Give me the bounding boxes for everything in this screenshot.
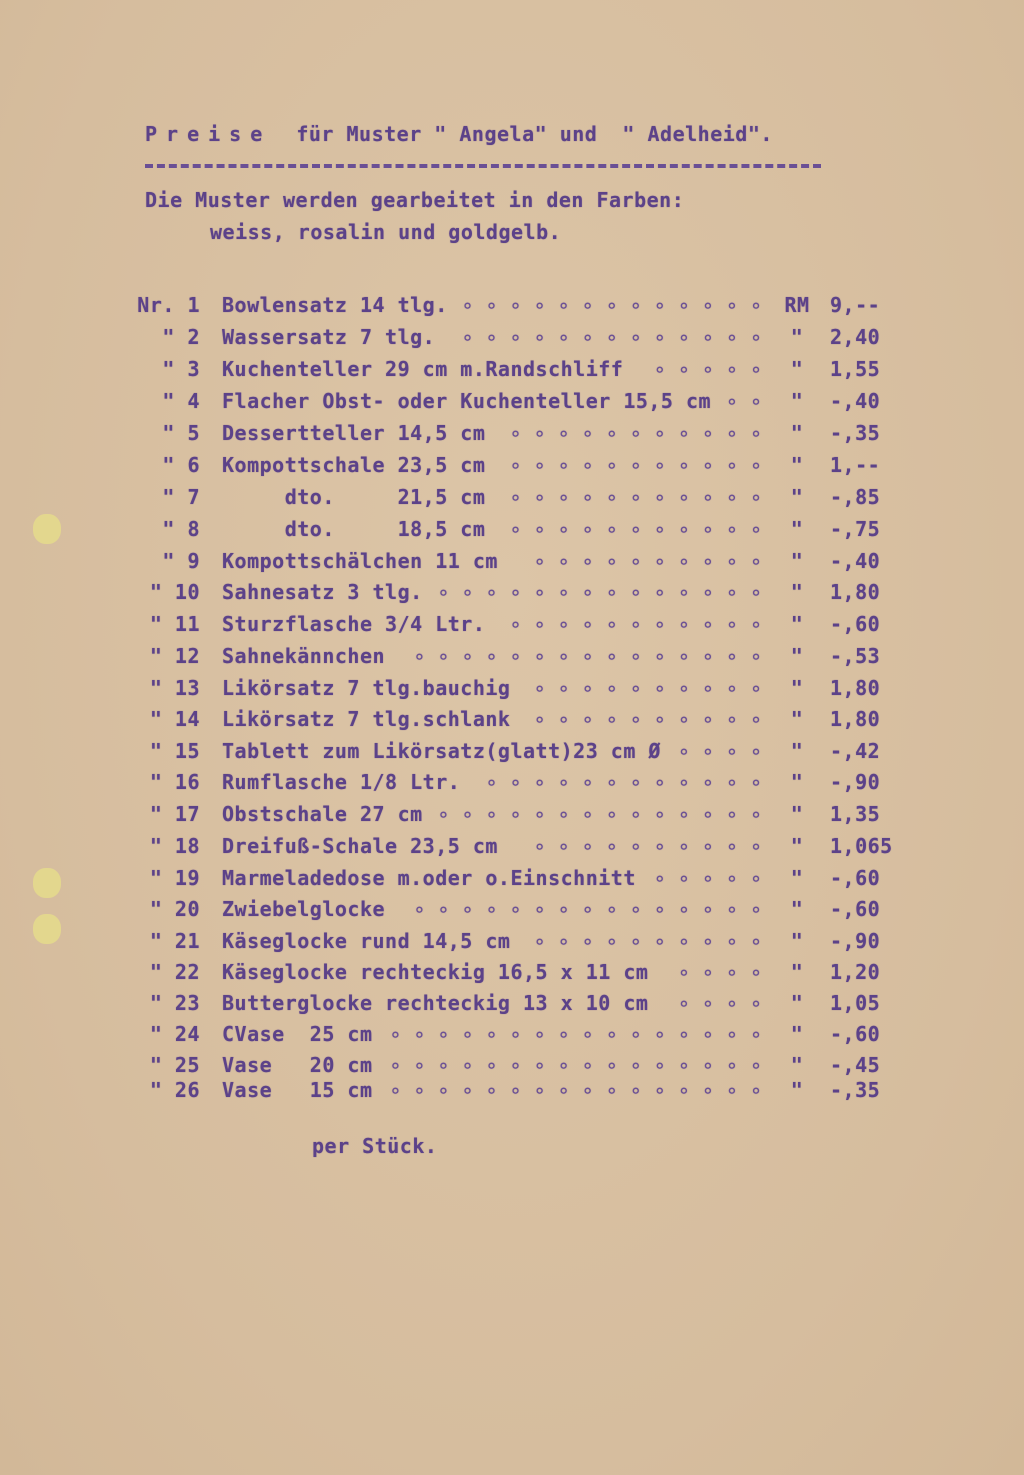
item-price: 1,05 [830,991,881,1015]
item-number: " 10 [149,580,200,604]
leader-dots: ∘∘∘∘∘∘∘∘∘∘∘∘∘∘∘ [413,644,774,668]
item-number: " 8 [162,517,200,541]
list-item [0,897,1024,928]
item-currency: " [790,739,804,763]
item-currency: " [790,580,804,604]
item-description: Vase 15 cm [222,1078,373,1102]
item-currency: " [790,897,804,921]
leader-dots: ∘∘∘∘∘∘∘∘∘∘ [533,676,774,700]
item-price: 1,20 [830,960,881,984]
item-currency: " [790,770,804,794]
item-price: -,75 [830,517,881,541]
leader-dots: ∘∘∘∘∘∘∘∘∘∘∘∘∘∘∘∘ [389,1022,774,1046]
item-number: " 9 [162,549,200,573]
item-currency: " [790,802,804,826]
list-item [0,929,1024,960]
item-description: Käseglocke rund 14,5 cm [222,929,511,953]
item-currency: " [790,707,804,731]
item-number: " 12 [149,644,200,668]
item-currency: RM [784,293,810,317]
item-price: 2,40 [830,325,881,349]
item-price: -,60 [830,612,881,636]
item-description: Marmeladedose m.oder o.Einschnitt [222,866,636,890]
title-rest: für Muster " Angela" und " Adelheid". [296,122,773,146]
leader-dots: ∘∘∘∘∘∘∘∘∘∘∘∘ [485,770,774,794]
list-item [0,357,1024,388]
list-item [0,1022,1024,1053]
item-price: 1,-- [830,453,881,477]
item-currency: " [790,866,804,890]
item-number: " 2 [162,325,200,349]
item-price: -,60 [830,866,881,890]
item-price: -,35 [830,421,881,445]
item-description: Likörsatz 7 tlg.schlank [222,707,511,731]
list-item [0,770,1024,801]
item-description: Obstschale 27 cm [222,802,423,826]
list-item [0,453,1024,484]
item-price: -,45 [830,1053,881,1077]
item-price: -,85 [830,485,881,509]
leader-dots: ∘∘∘∘∘∘∘∘∘∘∘∘∘∘∘∘ [389,1078,774,1102]
item-description: Kuchenteller 29 cm m.Randschliff [222,357,624,381]
list-item [0,612,1024,643]
leader-dots: ∘∘∘∘∘∘∘∘∘∘∘ [509,612,774,636]
leader-dots: ∘∘∘∘∘∘∘∘∘∘∘∘∘∘∘ [413,897,774,921]
leader-dots: ∘∘∘∘∘∘∘∘∘∘ [533,834,774,858]
item-currency: " [790,1078,804,1102]
item-description: Vase 20 cm [222,1053,373,1077]
item-number: " 20 [149,897,200,921]
item-number: " 7 [162,485,200,509]
item-description: Tablett zum Likörsatz(glatt)23 cm Ø [222,739,661,763]
leader-dots: ∘∘∘∘∘∘∘∘∘∘∘∘∘ [461,325,774,349]
item-price: 1,35 [830,802,881,826]
item-description: Dreifuß-Schale 23,5 cm [222,834,498,858]
list-item [0,421,1024,452]
item-price: -,60 [830,1022,881,1046]
item-number: " 25 [149,1053,200,1077]
item-number: " 23 [149,991,200,1015]
item-price: -,35 [830,1078,881,1102]
item-currency: " [790,960,804,984]
item-description: Kompottschale 23,5 cm [222,453,486,477]
item-currency: " [790,357,804,381]
item-number: " 16 [149,770,200,794]
leader-dots: ∘∘∘∘∘ [653,866,774,890]
item-description: Butterglocke rechteckig 13 x 10 cm [222,991,649,1015]
leader-dots: ∘∘∘∘∘∘∘∘∘∘∘ [509,453,774,477]
leader-dots: ∘∘∘∘ [677,991,774,1015]
title-underline [145,164,821,168]
item-currency: " [790,834,804,858]
leader-dots: ∘∘∘∘∘∘∘∘∘∘∘∘∘∘∘∘ [389,1053,774,1077]
list-item [0,676,1024,707]
item-currency: " [790,453,804,477]
leader-dots: ∘∘∘∘∘∘∘∘∘∘ [533,707,774,731]
list-item [0,549,1024,580]
page-title [145,122,773,146]
item-description: Sahnekännchen [222,644,386,668]
title-word: Preise [145,122,272,146]
item-number: " 6 [162,453,200,477]
list-item [0,485,1024,516]
item-description: dto. 18,5 cm [222,517,486,541]
item-price: -,60 [830,897,881,921]
intro-line-1: Die Muster werden gearbeitet in den Farben: [145,188,685,212]
item-description: Dessertteller 14,5 cm [222,421,486,445]
item-currency: " [790,1022,804,1046]
leader-dots: ∘∘∘∘∘∘∘∘∘∘ [533,549,774,573]
footer-note: per Stück. [312,1134,438,1158]
list-item [0,644,1024,675]
item-description: Käseglocke rechteckig 16,5 x 11 cm [222,960,649,984]
item-description: Wassersatz 7 tlg. [222,325,436,349]
item-price: -,90 [830,770,881,794]
leader-dots: ∘∘∘∘∘∘∘∘∘∘∘ [509,517,774,541]
item-description: Flacher Obst- oder Kuchenteller 15,5 cm [222,389,712,413]
leader-dots: ∘∘∘∘∘∘∘∘∘∘∘∘∘∘ [437,802,774,826]
item-currency: " [790,644,804,668]
item-description: Kompottschälchen 11 cm [222,549,498,573]
list-item [0,517,1024,548]
item-price: 1,80 [830,580,881,604]
list-item [0,293,1024,324]
item-currency: " [790,421,804,445]
item-description: Sahnesatz 3 tlg. [222,580,423,604]
leader-dots: ∘∘∘∘∘∘∘∘∘∘∘∘∘∘ [437,580,774,604]
item-number: " 19 [149,866,200,890]
item-description: CVase 25 cm [222,1022,373,1046]
leader-dots: ∘∘∘∘∘∘∘∘∘∘ [533,929,774,953]
item-price: 1,55 [830,357,881,381]
item-number: " 15 [149,739,200,763]
list-item [0,1078,1024,1109]
item-price: 9,-- [830,293,881,317]
item-currency: " [790,929,804,953]
item-number: " 3 [162,357,200,381]
item-number: " 22 [149,960,200,984]
item-price: 1,80 [830,676,881,700]
item-price: -,53 [830,644,881,668]
item-price: -,40 [830,549,881,573]
item-currency: " [790,517,804,541]
item-number: " 26 [149,1078,200,1102]
item-price: 1,80 [830,707,881,731]
item-price: 1,065 [830,834,893,858]
item-number: " 14 [149,707,200,731]
item-currency: " [790,485,804,509]
item-description: Likörsatz 7 tlg.bauchig [222,676,511,700]
item-number: " 24 [149,1022,200,1046]
item-description: dto. 21,5 cm [222,485,486,509]
item-number: " 18 [149,834,200,858]
item-description: Rumflasche 1/8 Ltr. [222,770,461,794]
list-item [0,834,1024,865]
list-item [0,325,1024,356]
item-currency: " [790,325,804,349]
list-item [0,389,1024,420]
intro-line-2: weiss, rosalin und goldgelb. [210,220,562,244]
item-currency: " [790,612,804,636]
item-description: Bowlensatz 14 tlg. [222,293,448,317]
leader-dots: ∘∘∘∘∘ [653,357,774,381]
list-item [0,991,1024,1022]
item-number: " 13 [149,676,200,700]
leader-dots: ∘∘∘∘∘∘∘∘∘∘∘∘∘ [461,293,774,317]
list-item [0,802,1024,833]
item-currency: " [790,389,804,413]
list-item [0,739,1024,770]
item-currency: " [790,991,804,1015]
item-number: " 17 [149,802,200,826]
item-number: " 5 [162,421,200,445]
list-item [0,866,1024,897]
item-number: " 4 [162,389,200,413]
item-currency: " [790,676,804,700]
leader-dots: ∘∘∘∘∘∘∘∘∘∘∘ [509,485,774,509]
item-price: -,42 [830,739,881,763]
leader-dots: ∘∘∘∘∘∘∘∘∘∘∘ [509,421,774,445]
item-number: Nr. 1 [137,293,200,317]
leader-dots: ∘∘∘∘ [677,739,774,763]
list-item [0,580,1024,611]
item-price: -,40 [830,389,881,413]
item-currency: " [790,1053,804,1077]
item-number: " 11 [149,612,200,636]
item-price: -,90 [830,929,881,953]
item-currency: " [790,549,804,573]
list-item [0,960,1024,991]
item-description: Zwiebelglocke [222,897,386,921]
item-number: " 21 [149,929,200,953]
item-description: Sturzflasche 3/4 Ltr. [222,612,486,636]
leader-dots: ∘∘∘∘ [677,960,774,984]
leader-dots: ∘∘ [725,389,774,413]
list-item [0,707,1024,738]
